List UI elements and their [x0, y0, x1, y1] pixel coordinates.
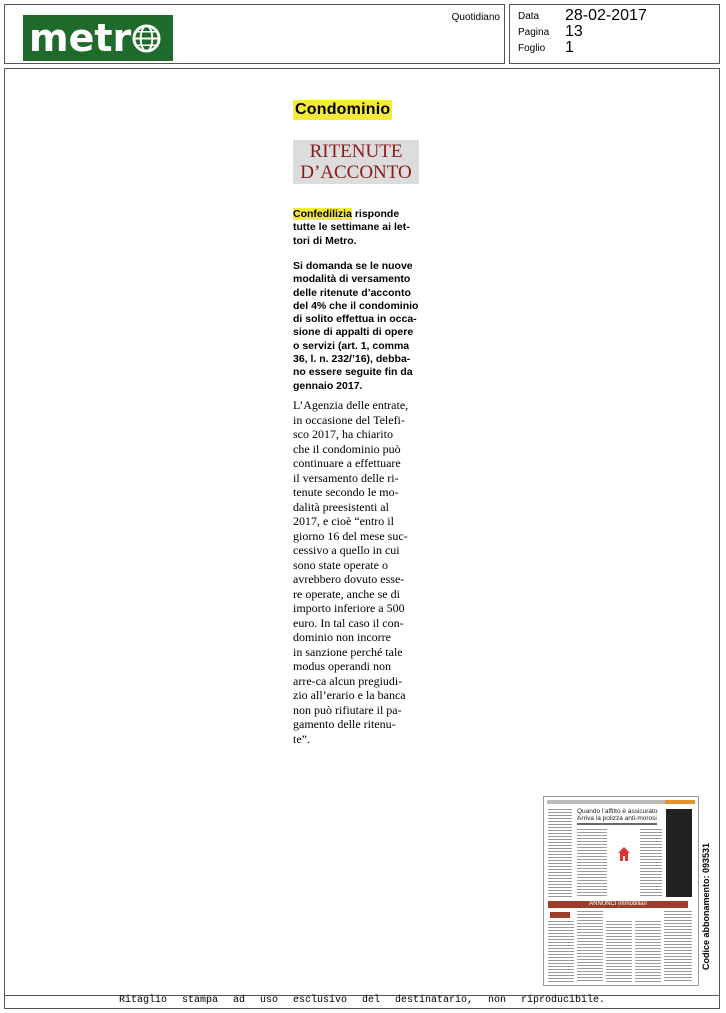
clipping-footer: Ritaglio stampa ad uso esclusivo del destinatario, non riproducibile. — [4, 995, 720, 1009]
answer-line: giorno 16 del mese suc- — [293, 528, 408, 543]
house-icon — [618, 847, 630, 861]
article-lead — [293, 208, 419, 248]
answer-line: avrebbero dovuto esse- — [293, 572, 405, 586]
answer-line: tenute secondo le mo- — [293, 485, 399, 499]
question-line: o servizi (art. 1, comma — [293, 339, 410, 352]
answer-line: sco 2017, ha chiarito — [293, 427, 393, 441]
headline-line: RITENUTE — [309, 141, 403, 162]
answer-line: in sanzione perché tale — [293, 644, 403, 659]
header-info-box — [509, 4, 720, 64]
answer-line: modus operandi non — [293, 659, 391, 673]
thumbnail-dark-box — [666, 809, 692, 897]
thumbnail-headline: Arriva la polizza anti-morosi — [577, 815, 657, 822]
question-line: modalità di versamento — [293, 273, 411, 286]
header-masthead-box — [4, 4, 505, 64]
question-line: Si domanda se le nuove — [293, 260, 413, 272]
question-line: no essere seguite fin da — [293, 366, 413, 379]
thumbnail-headline: Quando l’affitto è assicurato — [577, 808, 658, 815]
page-value: 13 — [565, 23, 583, 40]
thumbnail-ad-column — [577, 911, 603, 983]
answer-line: euro. In tal caso il con- — [293, 615, 404, 630]
thumbnail-column — [640, 829, 662, 897]
metro-logo — [23, 15, 173, 61]
answer-line: re operate, anche se di — [293, 586, 400, 601]
lead-line: tutte le settimane ai let- — [293, 221, 410, 234]
answer-line: il versamento delle ri- — [293, 470, 399, 485]
clipping-header — [4, 4, 720, 66]
question-line: 36, l. n. 232/’16), debba- — [293, 353, 411, 366]
answer-line: dalità preesistenti al — [293, 499, 389, 514]
lead-text: risponde — [351, 208, 400, 220]
thumbnail-ad-column — [548, 921, 574, 983]
thumbnail-subtitle — [577, 823, 657, 825]
lead-line: tori di Metro. — [293, 234, 357, 247]
sheet-label: Foglio — [518, 43, 546, 54]
answer-line: 2017, e cioè “entro il — [293, 514, 394, 528]
answer-line: che il condominio può — [293, 441, 401, 456]
lead-highlight: Confedilizia — [293, 208, 352, 220]
thumbnail-ad-column — [606, 921, 632, 983]
question-line: sione di appalti di opere — [293, 326, 414, 339]
answer-line: zio all’erario e la banca — [293, 688, 406, 702]
thumbnail-ad-block — [550, 912, 570, 918]
subscription-code: Codice abbonamento: 093531 — [701, 842, 711, 970]
globe-icon — [132, 24, 161, 53]
article-headline — [293, 140, 419, 184]
question-line: gennaio 2017. — [293, 379, 363, 392]
answer-line: arre-ca alcun pregiudi- — [293, 673, 403, 688]
question-line: del 4% che il condominio — [293, 299, 419, 312]
thumbnail-column — [577, 829, 607, 897]
date-label: Data — [518, 11, 540, 22]
thumbnail-ad-column — [635, 921, 661, 983]
thumbnail-column — [548, 809, 572, 897]
answer-line: cessivo a quello in cui — [293, 543, 400, 557]
thumbnail-ad-column — [664, 911, 692, 983]
paper-type: Quotidiano — [451, 12, 500, 23]
question-line: delle ritenute d’acconto — [293, 286, 411, 299]
answer-line: te”. — [293, 731, 310, 746]
sheet-value: 1 — [565, 39, 574, 56]
answer-line: L’Agenzia delle entrate, — [293, 398, 409, 412]
page-label: Pagina — [518, 27, 550, 38]
article — [293, 100, 423, 746]
thumbnail-section-tag — [665, 800, 695, 804]
answer-line: continuare a effettuare — [293, 456, 401, 470]
logo-text: metr — [29, 16, 132, 60]
answer-line: importo inferiore a 500 — [293, 601, 405, 615]
thumbnail-ad-banner: ANNUNCI immobiliari — [548, 901, 688, 908]
page-thumbnail — [543, 796, 699, 986]
answer-text — [293, 398, 419, 746]
headline-line: D’ACCONTO — [300, 162, 412, 183]
answer-line: non può rifiutare il pa- — [293, 702, 402, 717]
answer-line: sono state operate o — [293, 557, 388, 572]
answer-line: dominio non incorre — [293, 630, 391, 644]
reader-question — [293, 260, 419, 393]
answer-line: in occasione del Telefi- — [293, 412, 405, 427]
question-line: di solito effettua in occa- — [293, 313, 417, 326]
date-value: 28-02-2017 — [565, 7, 647, 24]
section-label: Condominio — [295, 101, 391, 118]
answer-line: gamento delle ritenu- — [293, 717, 396, 731]
